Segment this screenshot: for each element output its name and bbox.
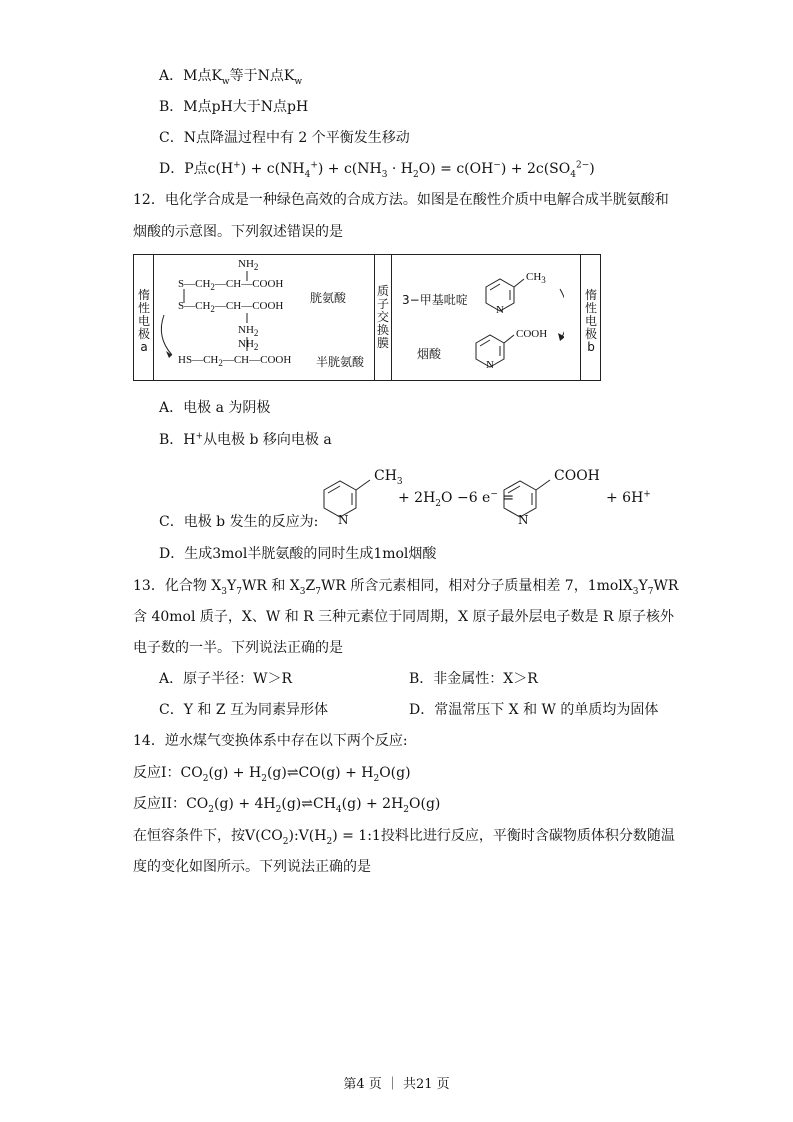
text: Y: [638, 578, 648, 594]
electrode-a-column: [134, 255, 154, 380]
text: O −6 e: [441, 490, 491, 506]
q11-option-d: [159, 159, 595, 179]
cystine-label: 胱氨酸: [310, 291, 347, 305]
carboxyl-cooh: COOH: [516, 328, 548, 340]
subscript: 2: [253, 262, 259, 273]
q13-option-a: [159, 669, 292, 689]
q12-option-b: [159, 430, 332, 450]
methylpyridine-label: 3−甲基吡啶: [402, 293, 468, 307]
q14-stem-line4: [133, 826, 675, 846]
q13-option-b: [409, 669, 538, 689]
text: (g)⇌CH: [281, 796, 336, 812]
subscript: 4: [335, 804, 342, 815]
char: 质: [376, 284, 389, 298]
q12-option-a: [159, 398, 270, 418]
option-text: O) = c(OH: [418, 161, 494, 177]
subscript: 2: [413, 169, 419, 180]
q12-option-d: [159, 544, 436, 564]
q11-option-c: [159, 128, 410, 148]
reaction-label: 反应I：: [133, 765, 181, 781]
char: 性: [137, 301, 150, 315]
membrane-column: [374, 255, 392, 380]
option-text: ) + c(NH: [317, 161, 382, 177]
subscript: 2: [210, 304, 215, 315]
text: WR 和 X: [241, 578, 300, 594]
q13-stem-line3: 电子数的一半。下列说法正确的是: [133, 640, 343, 656]
methyl-bond: [356, 480, 370, 490]
q11-option-a: [159, 66, 302, 86]
option-label: C．: [159, 514, 184, 530]
subscript: 7: [647, 586, 654, 597]
text: (g) + 4H: [214, 796, 276, 812]
reaction-label: 反应II：: [133, 796, 187, 812]
q13-option-c: [159, 700, 328, 720]
char: 极: [584, 327, 597, 341]
subscript: 2: [202, 773, 209, 784]
option-label: A．: [159, 400, 184, 416]
option-text: H: [183, 432, 196, 448]
subscript: 4: [570, 169, 576, 180]
text: COOH: [260, 354, 292, 366]
methyl-ch3: [526, 271, 546, 286]
nh2-bottom: [238, 324, 259, 339]
cystine-row1: $S—CH_2—CH—COOH$: [178, 278, 284, 293]
text: 在恒容条件下，按V(CO: [133, 828, 283, 844]
double-bond: [480, 340, 490, 346]
eq-cooh: COOH: [554, 468, 600, 484]
superscript: +: [310, 160, 318, 171]
option-text: M点K: [183, 68, 222, 84]
q12-stem-line2: 烟酸的示意图。下列叙述错误的是: [133, 224, 343, 240]
q13-stem-line1: [133, 576, 678, 596]
superscript: −: [490, 489, 498, 500]
option-label: D．: [159, 161, 185, 177]
carboxyl-bond: [504, 335, 514, 343]
option-text: 非金属性：X＞R: [433, 671, 538, 687]
subscript: 3: [381, 169, 388, 180]
q13-stem-line2: 含 40mol 质子，X、W 和 R 三种元素位于同周期，X 原子最外层电子数是 R 原子核外: [133, 609, 675, 625]
option-text: 电极 a 为阴极: [183, 400, 271, 416]
superscript: +: [233, 160, 241, 171]
reaction-arrow-left: [161, 315, 172, 355]
electrode-a-label: [137, 289, 151, 354]
option-text: M点pH大于N点pH: [183, 99, 309, 115]
option-label: B．: [409, 671, 434, 687]
text: (g)⇌CO(g) + H: [266, 765, 374, 781]
q12-stem-line1: 12．电化学合成是一种绿色高效的合成方法。如图是在酸性介质中电解合成半胱氨酸和: [133, 192, 669, 208]
option-text: 原子半径：W＞R: [183, 671, 293, 687]
page-footer: 第4 页 ｜ 共21 页: [343, 1077, 450, 1092]
text: 13．化合物 X: [133, 578, 222, 594]
option-label: A．: [159, 671, 184, 687]
char: b: [587, 340, 595, 354]
option-text: 常温常压下 X 和 W 的单质均为固体: [434, 702, 659, 718]
text: ):V(H: [288, 828, 327, 844]
text: CH: [195, 278, 211, 290]
q14-stem-line1: 14．逆水煤气变换体系中存在以下两个反应:: [133, 733, 408, 749]
carboxyl-bond: [536, 480, 550, 490]
char: 极: [137, 327, 150, 341]
subscript: 3: [632, 586, 639, 597]
option-text: Y 和 Z 互为同素异形体: [183, 702, 329, 718]
text: NH: [238, 324, 254, 336]
char: 电: [584, 314, 597, 328]
q14-reaction-1: [133, 763, 411, 783]
subscript: w: [221, 76, 230, 87]
eq-reagents: [398, 488, 514, 508]
text: O(g): [409, 796, 441, 812]
text: (g) + 2H: [341, 796, 404, 812]
text: CH: [225, 300, 242, 312]
text: + 6H: [606, 490, 644, 506]
subscript: 2: [210, 282, 215, 293]
text: CH: [526, 271, 542, 283]
subscript: 2: [253, 342, 259, 353]
text: NH: [238, 338, 254, 350]
nicotinic-label: 烟酸: [417, 347, 442, 361]
text: (g) + H: [208, 765, 262, 781]
subscript: 2: [275, 804, 282, 815]
q11-option-b: [159, 97, 308, 117]
option-text: ): [589, 161, 595, 177]
text: ) = 1:1投料比进行反应，平衡时含碳物质体积分数随温: [332, 828, 675, 844]
text: CH: [374, 468, 397, 484]
option-text: 等于N点K: [229, 68, 295, 84]
option-label: C．: [159, 130, 184, 146]
q12-option-c: [159, 512, 318, 532]
subscript: 2: [253, 328, 259, 339]
subscript: 3: [541, 275, 546, 286]
nh2-top: [238, 258, 259, 273]
option-label: B．: [159, 99, 184, 115]
eq-products: [606, 488, 651, 508]
subscript: 3: [299, 586, 306, 597]
nh2-cysteine: [238, 338, 259, 353]
subscript: 3: [221, 586, 227, 597]
subscript: 7: [236, 586, 242, 597]
text: Y: [226, 578, 237, 594]
cystine-row2: $S—CH_2—CH—COOH$: [178, 300, 284, 315]
eq-n-left: N: [338, 513, 349, 527]
option-text: 生成3mol半胱氨酸的同时生成1mol烟酸: [184, 546, 437, 562]
char: 交: [376, 310, 389, 324]
option-label: B．: [159, 432, 184, 448]
char: 电: [137, 314, 150, 328]
text: COOH: [252, 278, 284, 290]
text: CH: [225, 278, 242, 290]
cysteine-label: 半胱氨酸: [316, 355, 365, 369]
text: S: [178, 300, 185, 312]
superscript: 2−: [575, 160, 590, 171]
subscript: 2: [282, 836, 289, 847]
text: WR: [653, 578, 679, 594]
subscript: w: [294, 76, 303, 87]
cysteine-row: $HS—CH_2—CH—COOH$: [178, 354, 292, 369]
pyridine-n-top: N: [496, 304, 504, 316]
text: CH: [203, 354, 219, 366]
text: COOH: [252, 300, 284, 312]
electrode-b-column: [580, 255, 600, 380]
subscript: 2: [261, 773, 267, 784]
option-label: D．: [409, 702, 435, 718]
char: 性: [584, 301, 597, 315]
electrode-b-label: [584, 289, 598, 354]
text: WR 所含元素相同，相对分子质量相差 7，1molX: [320, 578, 633, 594]
text: Z: [305, 578, 316, 594]
option-label: D．: [159, 546, 185, 562]
right-chamber-drawing: [464, 265, 564, 377]
electrolysis-diagram: [133, 254, 601, 381]
option-label: C．: [159, 702, 184, 718]
option-text: 电极 b 发生的反应为:: [183, 514, 319, 530]
option-label: A．: [159, 68, 184, 84]
q14-reaction-2: [133, 794, 440, 814]
text: O(g): [379, 765, 411, 781]
option-text: · H: [387, 161, 414, 177]
subscript: 2: [208, 804, 214, 815]
reaction-arrow-right: [560, 289, 564, 337]
superscript: +: [643, 489, 651, 500]
char: 膜: [376, 336, 389, 350]
text: =: [502, 490, 515, 506]
subscript: 2: [403, 804, 410, 815]
text: HS: [178, 354, 193, 366]
option-text: N点降温过程中有 2 个平衡发生移动: [183, 130, 410, 146]
subscript: 2: [326, 836, 333, 847]
subscript: 2: [435, 498, 442, 509]
superscript: −: [493, 160, 501, 171]
text: CO: [180, 765, 203, 781]
option-text: P点c(H: [184, 161, 234, 177]
char: 子: [376, 297, 389, 311]
char: 惰: [137, 288, 150, 302]
pyridine-n-bottom: N: [486, 359, 494, 371]
char: a: [140, 340, 148, 354]
double-bond: [490, 284, 500, 290]
text: CH: [195, 300, 211, 312]
text: NH: [238, 258, 254, 270]
methyl-bond: [514, 279, 524, 287]
option-text: ) + c(NH: [240, 161, 305, 177]
text: CH: [233, 354, 250, 366]
subscript: 4: [304, 169, 311, 180]
subscript: 3: [396, 476, 403, 487]
text: S: [178, 278, 185, 290]
text: CO: [186, 796, 209, 812]
char: 惰: [584, 288, 597, 302]
eq-n-right: N: [518, 513, 529, 527]
q14-stem-line5: 度的变化如图所示。下列说法正确的是: [133, 859, 371, 875]
subscript: 2: [218, 358, 223, 369]
char: 换: [376, 323, 389, 337]
eq-ch3: [374, 466, 403, 486]
membrane-label: [376, 285, 390, 350]
option-text: 从电极 b 移向电极 a: [203, 432, 332, 448]
subscript: 2: [373, 773, 380, 784]
text: + 2H: [398, 490, 436, 506]
subscript: 7: [315, 586, 321, 597]
option-text: ) + 2c(SO: [500, 161, 571, 177]
q13-option-d: [409, 700, 658, 720]
superscript: +: [195, 431, 204, 442]
